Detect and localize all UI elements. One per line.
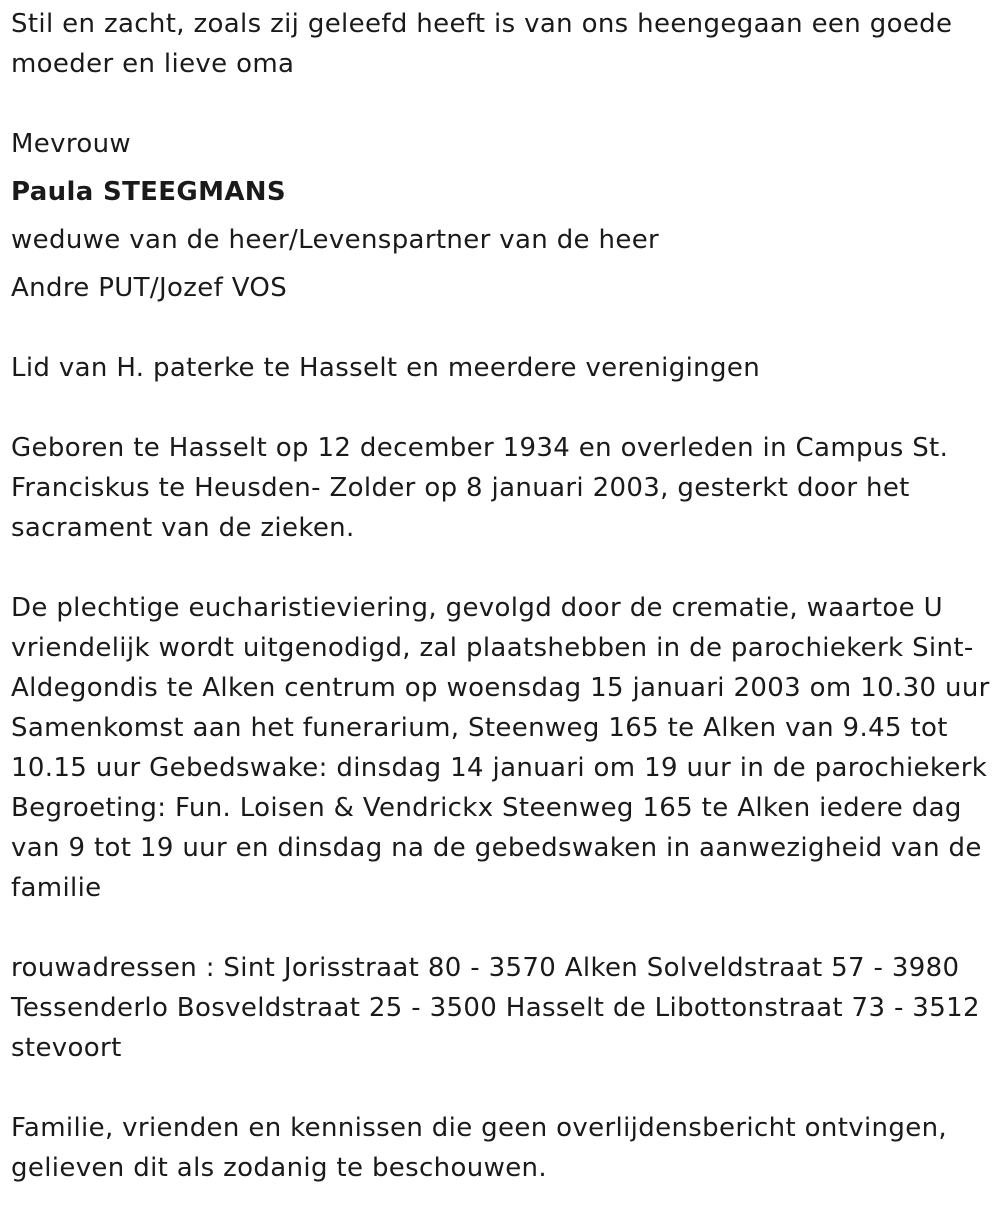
closing-line: Familie, vrienden en kennissen die geen overlijdensbericht ontvingen,: [11, 1113, 948, 1143]
closing-line: gelieven dit als zodanig te beschouwen.: [11, 1153, 547, 1183]
ceremony-line: De plechtige eucharistieviering, gevolgd door de crematie, waartoe U: [11, 593, 943, 623]
ceremony-line: Samenkomst aan het funerarium, Steenweg 165 te Alken van 9.45 tot: [11, 713, 948, 743]
birth-death-line: sacrament van de zieken.: [11, 513, 355, 543]
ceremony-line: Aldegondis te Alken centrum op woensdag 15 januari 2003 om 10.30 uur: [11, 673, 990, 703]
relation-text: weduwe van de heer/Levenspartner van de heer: [11, 225, 660, 255]
birth-death-paragraph: [11, 428, 991, 548]
ceremony-line: van 9 tot 19 uur en dinsdag na de gebedswaken in aanwezigheid van de: [11, 833, 982, 863]
addresses-paragraph: [11, 948, 991, 1068]
deceased-name: Paula STEEGMANS: [11, 177, 286, 207]
membership-text: Lid van H. paterke te Hasselt en meerdere verenigingen: [11, 353, 761, 383]
ceremony-line: Begroeting: Fun. Loisen & Vendrickx Steenweg 165 te Alken iedere dag: [11, 793, 962, 823]
ceremony-line: vriendelijk wordt uitgenodigd, zal plaatshebben in de parochiekerk Sint-: [11, 633, 974, 663]
intro-line: Stil en zacht, zoals zij geleefd heeft is van ons heengegaan een goede: [11, 9, 953, 39]
address-line: Tessenderlo Bosveldstraat 25 - 3500 Hasselt de Libottonstraat 73 - 3512: [11, 993, 980, 1023]
deceased-block: [11, 124, 991, 308]
closing-paragraph: [11, 1108, 991, 1188]
address-line: stevoort: [11, 1033, 122, 1063]
address-line: rouwadressen : Sint Jorisstraat 80 - 3570 Alken Solveldstraat 57 - 3980: [11, 953, 960, 983]
partner-names: Andre PUT/Jozef VOS: [11, 273, 288, 303]
ceremony-paragraph: [11, 588, 991, 908]
intro-paragraph: [11, 4, 991, 84]
ceremony-line: familie: [11, 873, 102, 903]
ceremony-line: 10.15 uur Gebedswake: dinsdag 14 januari om 19 uur in de parochiekerk: [11, 753, 988, 783]
membership-paragraph: [11, 348, 991, 388]
intro-line: moeder en lieve oma: [11, 49, 295, 79]
birth-death-line: Franciskus te Heusden- Zolder op 8 januari 2003, gesterkt door het: [11, 473, 910, 503]
birth-death-line: Geboren te Hasselt op 12 december 1934 en overleden in Campus St.: [11, 433, 949, 463]
salutation: Mevrouw: [11, 129, 132, 159]
